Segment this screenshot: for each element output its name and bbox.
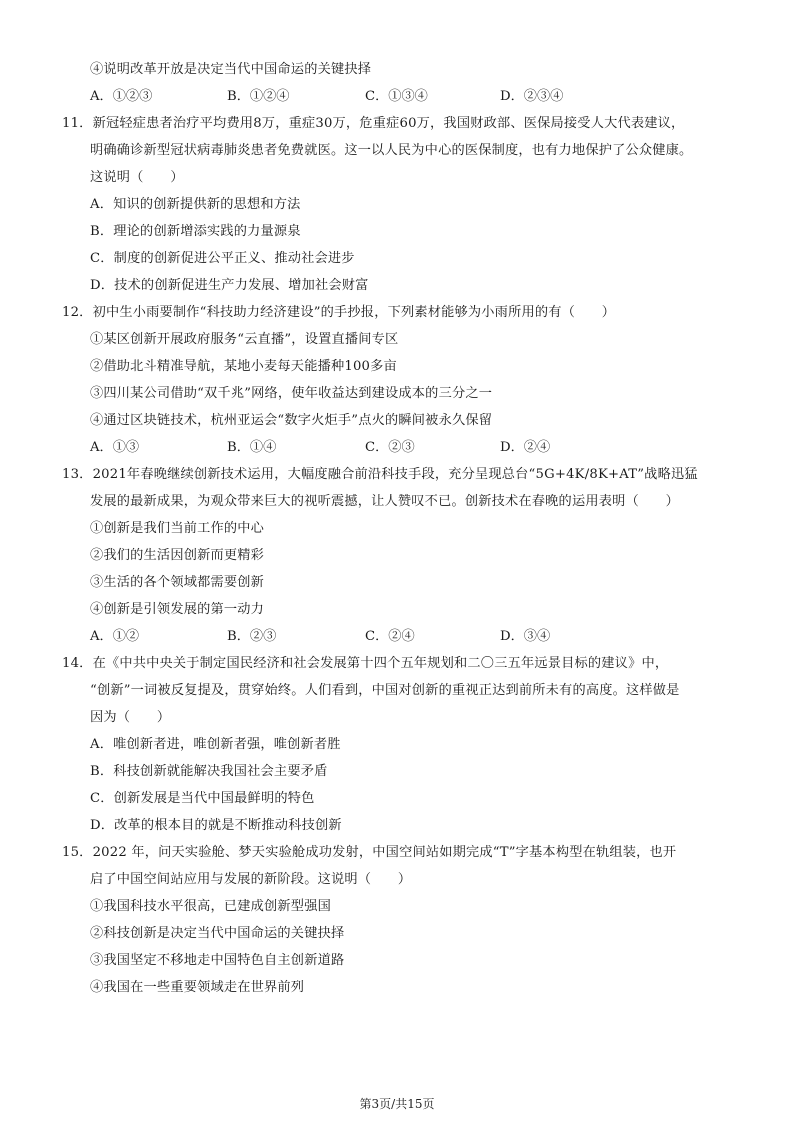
q15-statement-1: ①我国科技水平很高，已建成创新型强国 xyxy=(90,899,331,914)
q13-choice-a: A．①② xyxy=(90,629,140,644)
q13-choices xyxy=(90,627,710,647)
q11-stem-line-3: 这说明（ ） xyxy=(90,170,184,185)
q14-stem-line-3: 因为（ ） xyxy=(90,710,171,725)
q10-choice-b: B．①②④ xyxy=(227,89,290,104)
q12-choices xyxy=(90,438,710,458)
q11-option-a: A．知识的创新提供新的思想和方法 xyxy=(90,197,301,212)
page-number: 第3页/共15页 xyxy=(359,1097,435,1111)
q13-choice-d: D．③④ xyxy=(500,629,551,644)
q13-statement-1: ①创新是我们当前工作的中心 xyxy=(90,521,265,536)
q12-choice-b: B．①④ xyxy=(227,440,277,455)
q14-option-a: A．唯创新者进，唯创新者强，唯创新者胜 xyxy=(90,737,341,752)
q13-statement-3: ③生活的各个领域都需要创新 xyxy=(90,575,265,590)
q14-stem-line-2: “创新”一词被反复提及，贯穿始终。人们看到，中国对创新的重视正达到前所未有的高度。这样做是 xyxy=(90,683,680,698)
q12-choice-c: C．②③ xyxy=(365,440,415,455)
q13-stem-line-1: 13．2021年春晚继续创新技术运用，大幅度融合前沿科技手段，充分呈现总台“5G+4K/8K+AT”战略迅猛 xyxy=(62,467,698,482)
q15-stem-line-2: 启了中国空间站应用与发展的新阶段。这说明（ ） xyxy=(90,872,412,887)
q14-option-d: D．改革的根本目的就是不断推动科技创新 xyxy=(90,818,342,833)
q14-option-b: B．科技创新就能解决我国社会主要矛盾 xyxy=(90,764,328,779)
q11-stem-line-2: 明确确诊新型冠状病毒肺炎患者免费就医。这一以人民为中心的医保制度，也有力地保护了公众健康。 xyxy=(90,143,693,158)
q15-stem-line-1: 15．2022 年，问天实验舱、梦天实验舱成功发射，中国空间站如期完成“T”字基本构型在轨组装，也开 xyxy=(62,845,677,860)
q13-stem-line-2: 发展的最新成果，为观众带来巨大的视听震撼，让人赞叹不已。创新技术在春晚的运用表明（ ） xyxy=(90,494,680,509)
q15-statement-4: ④我国在一些重要领域走在世界前列 xyxy=(90,980,305,995)
q10-choice-c: C．①③④ xyxy=(365,89,428,104)
q13-choice-c: C．②④ xyxy=(365,629,415,644)
q14-option-c: C．创新发展是当代中国最鲜明的特色 xyxy=(90,791,315,806)
q15-statement-3: ③我国坚定不移地走中国特色自主创新道路 xyxy=(90,953,345,968)
q11-option-b: B．理论的创新增添实践的力量源泉 xyxy=(90,224,301,239)
q11-option-d: D．技术的创新促进生产力发展、增加社会财富 xyxy=(90,278,369,293)
q12-stem-line-1: 12．初中生小雨要制作“科技助力经济建设”的手抄报，下列素材能够为小雨所用的有（ ） xyxy=(62,305,616,320)
q12-choice-d: D．②④ xyxy=(500,440,551,455)
q10-statement-4: ④说明改革开放是决定当代中国命运的关键抉择 xyxy=(90,62,372,77)
q13-statement-2: ②我们的生活因创新而更精彩 xyxy=(90,548,265,563)
q13-statement-4: ④创新是引领发展的第一动力 xyxy=(90,602,265,617)
q12-statement-1: ①某区创新开展政府服务“云直播”，设置直播间专区 xyxy=(90,332,399,347)
q11-stem-line-1: 11．新冠轻症患者治疗平均费用8万，重症30万，危重症60万，我国财政部、医保局接受人大代表建议， xyxy=(62,116,685,131)
q10-choice-d: D．②③④ xyxy=(500,89,564,104)
q11-option-c: C．制度的创新促进公平正义、推动社会进步 xyxy=(90,251,355,266)
q12-statement-3: ③四川某公司借助“双千兆”网络，使年收益达到建设成本的三分之一 xyxy=(90,386,493,401)
q12-statement-4: ④通过区块链技术，杭州亚运会“数字火炬手”点火的瞬间被永久保留 xyxy=(90,413,493,428)
q14-stem-line-1: 14．在《中共中央关于制定国民经济和社会发展第十四个五年规划和二〇三五年远景目标的建议》中， xyxy=(62,656,669,671)
q15-statement-2: ②科技创新是决定当代中国命运的关键抉择 xyxy=(90,926,345,941)
q12-choice-a: A．①③ xyxy=(90,440,140,455)
q10-choices xyxy=(90,87,710,107)
q13-choice-b: B．②③ xyxy=(227,629,277,644)
q10-choice-a: A．①②③ xyxy=(90,89,153,104)
q12-statement-2: ②借助北斗精准导航，某地小麦每天能播种100多亩 xyxy=(90,359,397,374)
